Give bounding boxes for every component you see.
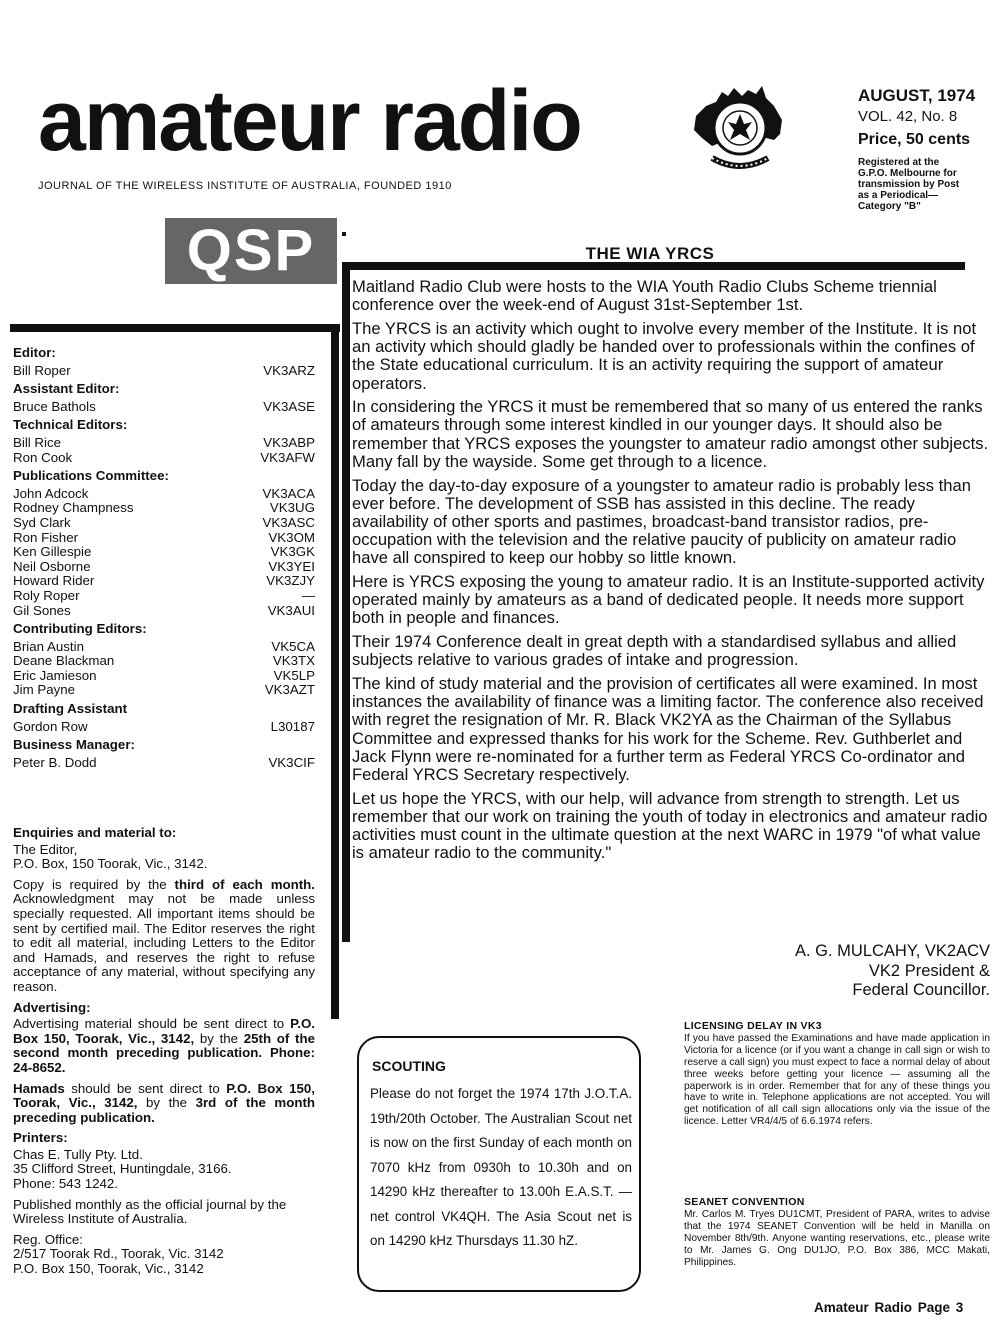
issue-price: Price, 50 cents xyxy=(858,131,971,148)
staff-callsign: L30187 xyxy=(270,718,315,734)
staff-row xyxy=(13,531,315,546)
notice-emphasis: P.O. Box 150, Toorak, Vic., 3142, xyxy=(13,1080,315,1111)
staff-name: Jim Payne xyxy=(13,682,76,698)
staff-section xyxy=(13,346,315,378)
staff-name: Deane Blackman xyxy=(13,653,115,669)
issue-volume: VOL. 42, No. 8 xyxy=(858,108,958,125)
office-section xyxy=(13,1233,315,1277)
staff-section-label: Assistant Editor: xyxy=(13,381,120,397)
editorial-paragraph: Their 1974 Conference dealt in great depth with a standardised syllabus and allied subjects relative to various grades of intake and progression. xyxy=(352,632,957,670)
staff-callsign: VK3ARZ xyxy=(263,362,315,378)
staff-callsign: VK5CA xyxy=(271,638,315,654)
staff-name: Ken Gillespie xyxy=(13,544,92,560)
address-line: The Editor, xyxy=(13,841,78,857)
copy-notice xyxy=(13,878,315,995)
staff-name: Syd Clark xyxy=(13,514,71,530)
scouting-body: Please do not forget the 1974 17th J.O.T.A. 19th/20th October. The Australian Scout net is now on the first Sunday of each month on 7070 kHz from 0930h to 10.30h and on 14290 kHz thereafter to 13.00h E.A.S.T. — net control VK4QH. The Asia Scout net is on 14290 kHz Thursdays 11.30 hZ. xyxy=(370,1086,632,1248)
staff-name: John Adcock xyxy=(13,485,89,501)
staff-row xyxy=(13,436,315,451)
staff-name: Gil Sones xyxy=(13,602,71,618)
staff-row xyxy=(13,654,315,669)
journal-subtitle: JOURNAL OF THE WIRELESS INSTITUTE OF AUSTRALIA, FOUNDED 1910 xyxy=(38,180,452,192)
staff-name: Ron Cook xyxy=(13,449,73,465)
section-label: Reg. Office: xyxy=(13,1231,83,1247)
section-label: Enquiries and material to: xyxy=(13,825,177,840)
staff-name: Bill Rice xyxy=(13,434,62,450)
staff-name: Gordon Row xyxy=(13,718,88,734)
divider xyxy=(342,232,346,236)
qsp-label: QSP xyxy=(165,218,337,284)
staff-name: Neil Osborne xyxy=(13,558,91,574)
staff-name: Bruce Bathols xyxy=(13,398,96,414)
enquiries-section xyxy=(13,826,315,872)
staff-callsign: VK3ASE xyxy=(263,398,315,414)
staff-name: Eric Jamieson xyxy=(13,667,97,683)
notice-emphasis: P.O. Box 150, Toorak, Vic., 3142, xyxy=(13,1016,315,1046)
seanet-notice xyxy=(684,1197,990,1268)
notice-text: Acknowledgment may not be made unless specially requested. All important items should be sent by certified mail. The Editor reserves the right to edit all material, including Letters to the Editor and Hamads, and reserves the right to refuse acceptance of any material, without specifying any reason. xyxy=(13,891,315,994)
notice-body: If you have passed the Examinations and have made application in Victoria for a licence (or if you want a change in call sign or wish to reserve a call sign) you must expect to face a normal delay of about three weeks before getting your licence — assuming all the paperwork is in order. Remember that for any of these things you have to write in. Telephone applications are not accepted. You will get notification of all call sign allocations only via the issue of the licence. Letter VR4/4/5 of 6.6.1974 refers. xyxy=(684,1032,990,1128)
staff-callsign: VK3GK xyxy=(270,544,315,560)
staff-row xyxy=(13,516,315,531)
staff-name: Bill Roper xyxy=(13,362,71,378)
editorial-headline: THE WIA YRCS xyxy=(585,244,715,263)
editorial-body xyxy=(352,278,992,868)
staff-name: Ron Fisher xyxy=(13,529,79,545)
published-note: Published monthly as the official journal by the Wireless Institute of Australia. xyxy=(13,1196,287,1227)
page-footer: Amateur Radio Page 3 xyxy=(814,1300,964,1315)
issue-date: AUGUST, 1974 xyxy=(858,86,976,105)
editorial-signature xyxy=(600,942,990,1001)
staff-section-label: Contributing Editors: xyxy=(13,621,147,637)
staff-row xyxy=(13,604,315,619)
staff-callsign: — xyxy=(301,587,315,603)
registration-line: transmission by Post xyxy=(858,179,960,190)
address-line: P.O. Box, 150 Toorak, Vic., 3142. xyxy=(13,856,208,872)
divider xyxy=(10,324,340,332)
notice-text: by the xyxy=(194,1030,244,1046)
editorial-paragraph: Here is YRCS exposing the young to amateur radio. It is an Institute-supported activity operated mainly by amateurs as a band of dedicated people. It needs more support both in people and finances. xyxy=(352,572,985,628)
notice-body: Mr. Carlos M. Tryes DU1CMT, President of PARA, writes to advise that the 1974 SEANET Convention will be held in Manilla on November 8th/9th. Anyone wanting reservations, etc., please write to Mr. James G. Ong DU1JO, P.O. Box 386, MCC Makati, Philippines. xyxy=(684,1208,990,1268)
staff-row xyxy=(13,364,315,379)
section-label: Printers: xyxy=(13,1130,68,1146)
scouting-title: SCOUTING xyxy=(372,1058,446,1074)
staff-callsign: VK3OM xyxy=(268,529,315,545)
staff-section-label: Drafting Assistant xyxy=(13,701,128,717)
staff-row xyxy=(13,560,315,575)
divider xyxy=(342,262,350,942)
staff-row xyxy=(13,400,315,415)
staff-section-label: Editor: xyxy=(13,345,56,360)
staff-section-label: Publications Committee: xyxy=(13,468,169,484)
address-line: Chas E. Tully Pty. Ltd. xyxy=(13,1146,143,1162)
advertising-section xyxy=(13,1001,315,1076)
registration-line: Registered at the xyxy=(858,157,940,168)
staff-name: Roly Roper xyxy=(13,587,80,603)
hamads-section xyxy=(13,1082,315,1126)
staff-section xyxy=(13,622,315,698)
staff-callsign: VK3ABP xyxy=(263,434,315,450)
staff-section xyxy=(13,382,315,414)
staff-row xyxy=(13,487,315,502)
notice-emphasis: 25th of the second month preceding publication. Phone: 24-8652. xyxy=(13,1030,315,1075)
divider xyxy=(331,324,339,1019)
staff-section xyxy=(13,469,315,618)
address-line: 35 Clifford Street, Huntingdale, 3166. xyxy=(13,1161,232,1177)
staff-list xyxy=(13,346,315,774)
registration-note xyxy=(858,157,993,212)
editorial-paragraph: Let us hope the YRCS, with our help, will advance from strength to strength. Let us remember that our work on training the youth of today in electronics and amateur radio activities must count in the ultimate question at the next WARC in 1979 "of what value is amateur radio to the community." xyxy=(352,788,988,863)
staff-callsign: VK3ASC xyxy=(262,514,315,530)
staff-callsign: VK3ZJY xyxy=(266,573,315,589)
section-label: Advertising: xyxy=(13,999,91,1015)
editorial-paragraph: The kind of study material and the provision of certificates all were examined. In most instances the availability of finance was a limiting factor. The conference also received with regret the resignation of Mr. R. Black VK2YA as the Chairman of the Syllabus Committee and expressed thanks for his work for the Scheme. Rev. Guthberlet and Jack Flynn were re-nominated for a further term as Federal YRCS Co-ordinator and Federal YRCS Secretary respectively. xyxy=(352,674,984,785)
staff-name: Brian Austin xyxy=(13,638,84,654)
notice-title: LICENSING DELAY IN VK3 xyxy=(684,1020,822,1032)
notice-text: should be sent direct to xyxy=(64,1080,227,1096)
editorial-paragraph: In considering the YRCS it must be remembered that so many of us entered the ranks of amateurs through some interest kindled in our younger days. It should also be remember that YRCS exposes the youngster to amateur radio amongst other subjects. Many fall by the wayside. Some get through to a licence. xyxy=(352,397,989,471)
staff-name: Peter B. Dodd xyxy=(13,754,97,770)
address-line: 2/517 Toorak Rd., Toorak, Vic. 3142 xyxy=(13,1246,224,1262)
editorial-paragraph: Today the day-to-day exposure of a youngster to amateur radio is probably less than ever before. The development of SSB has assisted in this decline. The ready availability of other sports and pastimes, broadcast-band transistor radios, pre-occupation with the television and the relative paucity of publicity on amateur radio have all conspired to keep our hobby so little known. xyxy=(352,475,971,568)
notice-emphasis: 3rd of the month preceding publication. xyxy=(13,1095,315,1125)
staff-row xyxy=(13,720,315,735)
signature-line: Federal Councillor. xyxy=(852,981,990,999)
staff-name: Rodney Champness xyxy=(13,500,134,516)
staff-section xyxy=(13,702,315,734)
staff-callsign: VK5LP xyxy=(273,667,315,683)
registration-line: G.P.O. Melbourne for xyxy=(858,168,957,179)
masthead-title: amateur radio xyxy=(38,73,581,169)
staff-row xyxy=(13,451,315,466)
staff-callsign: VK3AZT xyxy=(264,682,315,698)
staff-row xyxy=(13,756,315,771)
printers-section xyxy=(13,1131,315,1191)
publication-info xyxy=(13,826,315,1283)
staff-row xyxy=(13,501,315,516)
staff-name: Howard Rider xyxy=(13,573,95,589)
staff-row xyxy=(13,574,315,589)
staff-section-label: Technical Editors: xyxy=(13,417,128,433)
staff-callsign: VK3AFW xyxy=(260,449,315,465)
notice-emphasis: Hamads xyxy=(13,1080,65,1096)
address-line: Phone: 543 1242. xyxy=(13,1176,118,1192)
staff-row xyxy=(13,669,315,684)
registration-line: as a Periodical— xyxy=(858,190,939,201)
notice-title: SEANET CONVENTION xyxy=(684,1196,805,1208)
notice-emphasis: third of each month. xyxy=(174,876,316,892)
staff-row xyxy=(13,640,315,655)
editorial-paragraph: Maitland Radio Club were hosts to the WIA Youth Radio Clubs Scheme triennial conference over the week-end of August 31st-September 1st. xyxy=(352,277,937,315)
staff-callsign: VK3CIF xyxy=(268,754,315,770)
signature-line: A. G. MULCAHY, VK2ACV xyxy=(794,942,990,960)
staff-section xyxy=(13,418,315,465)
issue-info xyxy=(858,86,993,212)
staff-section-label: Business Manager: xyxy=(13,737,135,753)
signature-line: VK2 President & xyxy=(868,961,990,980)
staff-row xyxy=(13,683,315,698)
staff-callsign: VK3UG xyxy=(269,500,315,516)
notice-text: Copy is required by the xyxy=(13,876,175,892)
notice-text: Advertising material should be sent direct to xyxy=(13,1016,291,1032)
staff-callsign: VK3AUI xyxy=(267,602,315,618)
notice-text: by the xyxy=(137,1095,196,1111)
staff-callsign: VK3ACA xyxy=(262,485,315,501)
staff-callsign: VK3TX xyxy=(272,653,315,669)
address-line: P.O. Box 150, Toorak, Vic., 3142 xyxy=(13,1261,204,1277)
staff-section xyxy=(13,738,315,770)
wia-emblem-icon xyxy=(682,76,794,176)
staff-row xyxy=(13,589,315,604)
licensing-notice xyxy=(684,1021,990,1128)
staff-callsign: VK3YEI xyxy=(268,558,315,574)
editorial-paragraph: The YRCS is an activity which ought to involve every member of the Institute. It is not an activity which should gladly be handed over to professionals within the confines of the State educational curriculum. It is an activity requiring the support of amateur operators. xyxy=(352,318,977,393)
staff-row xyxy=(13,545,315,560)
registration-line: Category "B" xyxy=(858,201,921,212)
